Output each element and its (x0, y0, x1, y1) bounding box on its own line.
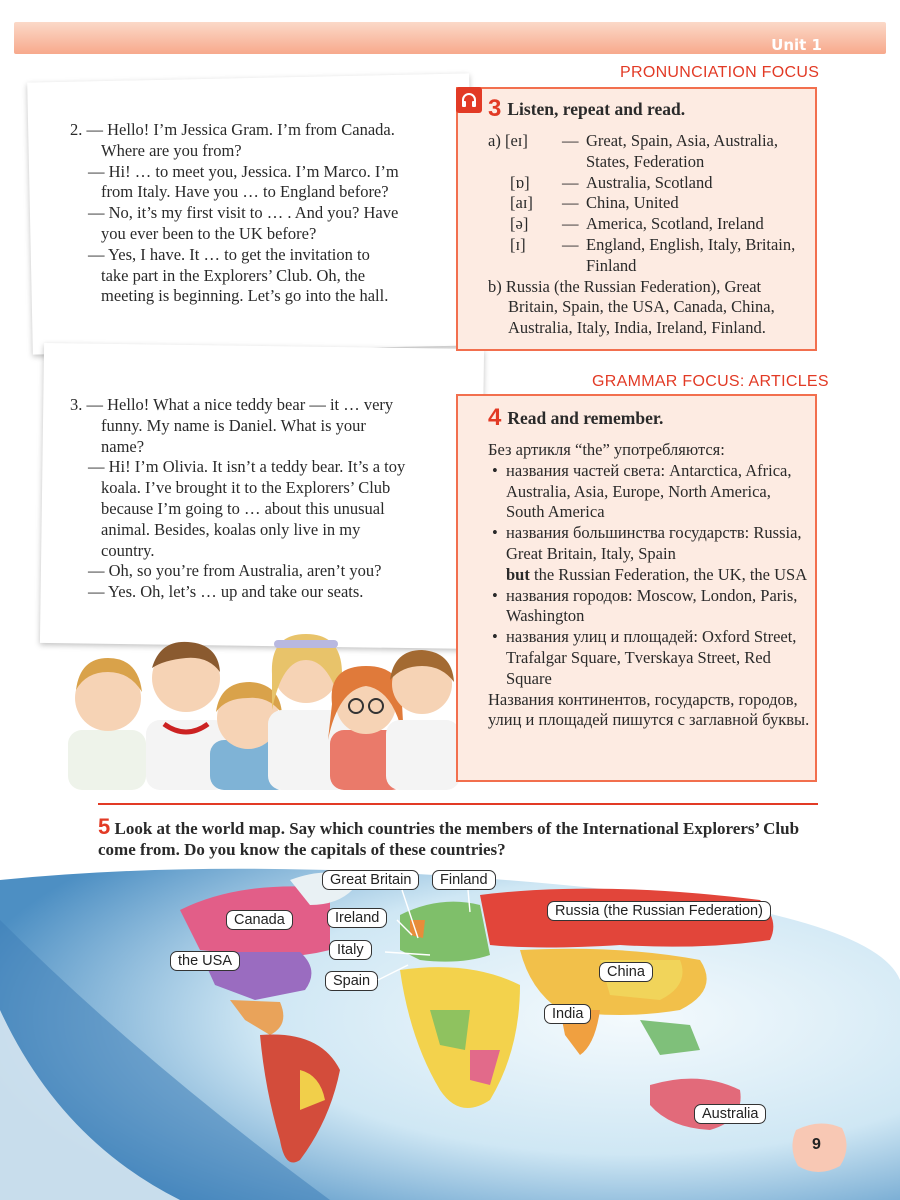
header-bar (14, 22, 886, 54)
phonetic-row (488, 235, 813, 256)
phonetic-words: Australia, Scotland (586, 172, 713, 192)
europe-region (400, 902, 490, 962)
phonetic-words: Finland (586, 255, 637, 275)
map-label-ireland: Ireland (327, 908, 387, 928)
dash: — (562, 193, 579, 213)
phonetic-words: America, Scotland, Ireland (586, 214, 764, 234)
dialog-2 (70, 120, 470, 307)
phonetic-row (488, 214, 813, 235)
rule-bullet: • названия улиц и площадей: Oxford Street, Trafalgar Square, Tverskaya Street, Red Square (488, 627, 813, 689)
dialog-line: take part in the Explorers’ Club. Oh, the (101, 265, 366, 285)
page-number: 9 (812, 1136, 821, 1153)
dialog-line: — Oh, so you’re from Australia, aren’t you? (88, 561, 382, 581)
rule-bullet-text: названия большинства государств: Russia, Great Britain, Italy, Spain (506, 523, 802, 563)
dialog-line: — No, it’s my first visit to … . And you? Have (88, 203, 399, 223)
phonetic-symbol: a) [eɪ] (488, 131, 528, 150)
dialog-line: Where are you from? (101, 140, 242, 160)
map-label-italy: Italy (329, 940, 372, 960)
phonetic-row (488, 131, 813, 152)
phonetic-row (488, 152, 813, 173)
dash: — (562, 214, 579, 234)
grammar-focus-title: GRAMMAR FOCUS: ARTICLES (592, 373, 829, 390)
phonetic-row (488, 173, 813, 194)
phonetic-words: States, Federation (586, 151, 705, 171)
dialog-line: country. (101, 540, 155, 560)
task-title: Read and remember. (507, 407, 664, 428)
rule-exception: the Russian Federation, the UK, the USA (529, 564, 808, 584)
phonetic-symbol: [ə] (510, 214, 529, 234)
rule-outro: Названия континентов, государств, городов, улиц и площадей пишутся с заглавной буквы. (488, 689, 810, 730)
dialog-line: — Yes. Oh, let’s … up and take our seats. (88, 582, 364, 602)
dialog-line: — Yes, I have. It … to get the invitation to (88, 244, 370, 264)
map-label-spain: Spain (325, 971, 378, 991)
phonetic-symbol: [ɒ] (510, 172, 530, 192)
dialog-line: animal. Besides, koalas only live in my (101, 519, 361, 539)
dialog-line: funny. My name is Daniel. What is your (101, 415, 366, 435)
task-3-part-b: b) Russia (the Russian Federation), Great Britain, Spain, the USA, Canada, China, Australia, Italy, India, Ireland, Finland. (488, 276, 775, 338)
phonetic-words: China, United (586, 193, 679, 213)
dialog-line: 2. — Hello! I’m Jessica Gram. I’m from Canada. (70, 120, 395, 139)
task-number: 3 (488, 95, 502, 122)
rule-bullet: • названия городов: Moscow, London, Paris, Washington (488, 586, 813, 628)
dash: — (562, 131, 579, 150)
phonetic-row (488, 256, 813, 277)
phonetic-words: England, English, Italy, Britain, (586, 234, 796, 254)
rule-bullet: • названия частей света: Antarctica, Africa, Australia, Asia, Europe, North America, South America (488, 461, 813, 523)
child-6 (386, 650, 460, 790)
task-4-box (456, 394, 817, 782)
headphones-icon (456, 87, 482, 113)
map-label-australia: Australia (694, 1104, 766, 1124)
dialog-line: name? (101, 436, 145, 456)
task-5-text: Look at the world map. Say which countries the members of the International Explorers’ Club come from. Do you know the capitals of these countries? (98, 819, 800, 859)
map-label-canada: Canada (226, 910, 293, 930)
dash: — (562, 172, 579, 192)
map-label-usa: the USA (170, 951, 240, 971)
rule-bullet (488, 523, 813, 585)
task-3-box (456, 87, 817, 351)
dialog-line: from Italy. Have you … to England before? (101, 182, 389, 202)
dialog-line: koala. I’ve brought it to the Explorers’ Club (101, 478, 391, 498)
map-label-china: China (599, 962, 653, 982)
dash: — (562, 234, 579, 254)
dialog-line: — Hi! … to meet you, Jessica. I’m Marco. I’m (88, 161, 399, 181)
dialog-line: meeting is beginning. Let’s go into the hall. (101, 286, 389, 306)
task-title: Listen, repeat and read. (507, 98, 686, 119)
task-5-instruction (98, 816, 828, 860)
task-number: 5 (98, 814, 111, 839)
dialog-line: you ever been to the UK before? (101, 223, 317, 243)
rule-but: but (506, 564, 530, 584)
phonetic-row (488, 193, 813, 214)
dialog-line: 3. — Hello! What a nice teddy bear — it … very (70, 395, 394, 414)
unit-label: Unit 1 (771, 36, 822, 54)
children-illustration (60, 620, 460, 790)
rule-intro: Без артикля “the” употребляются: (488, 440, 725, 459)
task-number: 4 (488, 404, 502, 431)
phonetic-words: Great, Spain, Asia, Australia, (586, 131, 779, 150)
map-label-great-britain: Great Britain (322, 870, 419, 890)
dialog-line: because I’m going to … about this unusual (101, 498, 385, 518)
child-1 (68, 658, 146, 790)
dialog-line: — Hi! I’m Olivia. It isn’t a teddy bear. It’s a toy (88, 457, 406, 477)
phonetic-symbol: [ɪ] (510, 234, 526, 254)
section-divider (98, 803, 818, 805)
phonetic-symbol: [aɪ] (510, 193, 533, 213)
map-label-india: India (544, 1004, 591, 1024)
dialog-3 (70, 395, 470, 603)
map-label-finland: Finland (432, 870, 496, 890)
map-label-russia: Russia (the Russian Federation) (547, 901, 771, 921)
pronunciation-focus-title: PRONUNCIATION FOCUS (620, 64, 820, 81)
